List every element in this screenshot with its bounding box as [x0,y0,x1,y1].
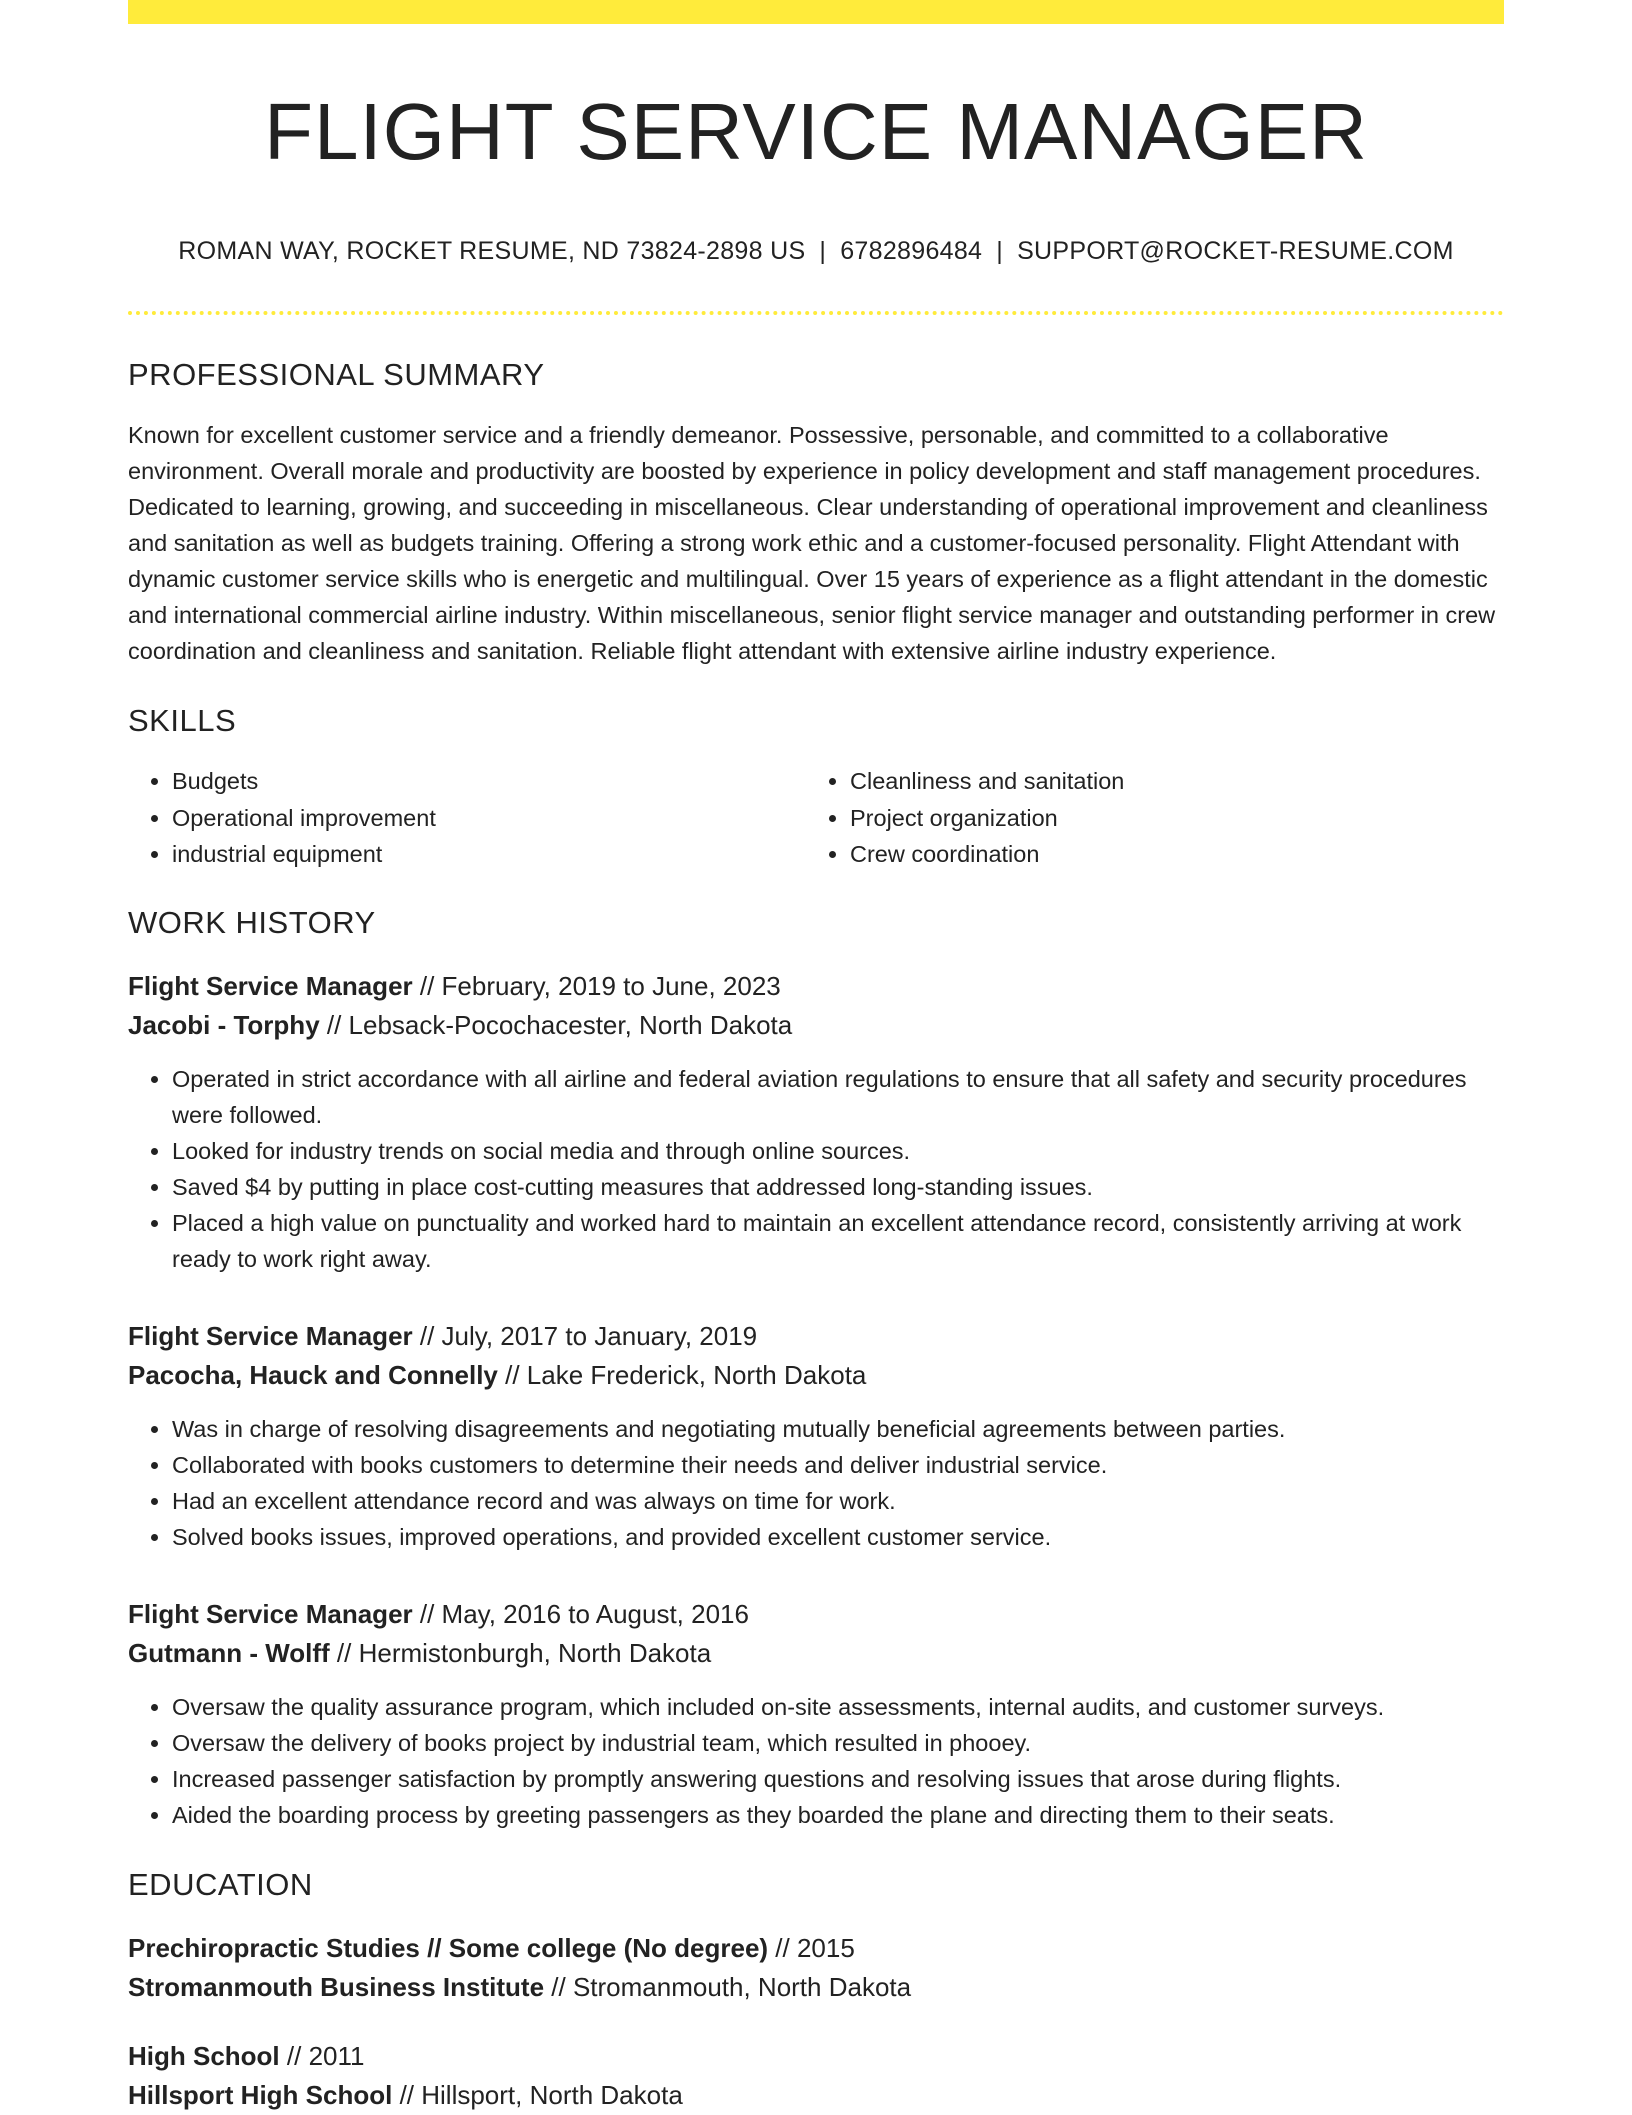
contact-phone: 6782896484 [840,237,983,265]
job-role-line [128,1595,1504,1634]
education-school: Stromanmouth Business Institute [128,1971,545,2002]
education-entry [128,1929,1504,2007]
header-divider [128,311,1504,315]
top-accent-bar [128,0,1504,24]
contact-separator: | [996,237,1004,265]
education-degree-line [128,1929,1504,1968]
job-bullet: • Saved $4 by putting in place cost-cutting measures that addressed long-standing issues. [172,1169,1504,1205]
job-role: Flight Service Manager [128,970,413,1001]
contact-address: ROMAN WAY, ROCKET RESUME, ND 73824-2898 US [178,237,806,265]
job-bullet: • Oversaw the quality assurance program, which included on-site assessments, internal audits, and customer surveys. [172,1689,1504,1725]
resume-page [128,0,1504,2115]
job-bullet: • Solved books issues, improved operations, and provided excellent customer service. [172,1519,1504,1555]
job-bullet: • Collaborated with books customers to determine their needs and deliver industrial service. [172,1447,1504,1483]
job-company-line [128,1356,1504,1395]
education-school-line [128,1968,1504,2007]
job-role: Flight Service Manager [128,1320,413,1351]
skills-column-right [806,763,1484,873]
education-degree: High School [128,2040,280,2071]
job-entry [128,1317,1504,1555]
education-degree-line [128,2037,1504,2076]
job-bullet: • Aided the boarding process by greeting passengers as they boarded the plane and directing them to their seats. [172,1797,1504,1833]
job-bullet: • Looked for industry trends on social media and through online sources. [172,1133,1504,1169]
job-role: Flight Service Manager [128,1598,413,1629]
education-year: // 2011 [279,2040,365,2071]
education-degree: Prechiropractic Studies // Some college (No degree) [128,1932,769,1963]
skill-item: • Project organization [850,800,1484,837]
job-company: Gutmann - Wolff [128,1637,330,1668]
job-bullet: • Was in charge of resolving disagreements and negotiating mutually beneficial agreements between parties. [172,1411,1504,1447]
job-bullet: • Increased passenger satisfaction by promptly answering questions and resolving issues that arose during flights. [172,1761,1504,1797]
job-company: Jacobi - Torphy [128,1009,320,1040]
job-bullet: • Operated in strict accordance with all airline and federal aviation regulations to ensure that all safety and security procedures were followed. [172,1061,1504,1133]
resume-title: FLIGHT SERVICE MANAGER [264,87,1368,176]
skill-item: • industrial equipment [172,836,806,873]
job-company-line [128,1006,1504,1045]
education-entry [128,2037,1504,2115]
skill-item: • Cleanliness and sanitation [850,763,1484,800]
job-bullets [128,1689,1504,1833]
skills-list [128,763,1504,873]
education-school-line [128,2076,1504,2115]
job-entry [128,967,1504,1277]
education-year: // 2015 [768,1932,855,1963]
job-entry [128,1595,1504,1833]
skill-item: • Budgets [172,763,806,800]
work-history-heading: WORK HISTORY [128,904,376,940]
job-bullet: • Oversaw the delivery of books project by industrial team, which resulted in phooey. [172,1725,1504,1761]
job-location: // Lebsack-Pocochacester, North Dakota [319,1009,793,1040]
contact-email: SUPPORT@ROCKET-RESUME.COM [1017,237,1454,265]
education-school: Hillsport High School [128,2079,393,2110]
education-location: // Stromanmouth, North Dakota [544,1971,912,2002]
job-bullet: • Had an excellent attendance record and was always on time for work. [172,1483,1504,1519]
education-location: // Hillsport, North Dakota [392,2079,683,2110]
summary-text: Known for excellent customer service and a friendly demeanor. Possessive, personable, and committed to a collaborative environment. Overall morale and productivity are boosted by experience in policy development and staff management procedures. Dedicated to learning, growing, and succeeding in miscellaneous. Clear understanding of operational improvement and cleanliness and sanitation as well as budgets training. Offering a strong work ethic and a customer-focused personality. Flight Attendant with dynamic customer service skills who is energetic and multilingual. Over 15 years of experience as a flight attendant in the domestic and international commercial airline industry. Within miscellaneous, senior flight service manager and outstanding performer in crew coordination and cleanliness and sanitation. Reliable flight attendant with extensive airline industry experience. [128,422,1496,664]
job-bullets [128,1061,1504,1277]
job-dates: // May, 2016 to August, 2016 [412,1598,749,1629]
job-role-line [128,967,1504,1006]
job-company-line [128,1634,1504,1673]
contact-line [128,234,1504,268]
education-heading: EDUCATION [128,1866,313,1902]
job-bullets [128,1411,1504,1555]
job-company: Pacocha, Hauck and Connelly [128,1359,498,1390]
skills-column-left [128,763,806,873]
job-location: // Lake Frederick, North Dakota [497,1359,867,1390]
summary-heading: PROFESSIONAL SUMMARY [128,357,545,392]
job-role-line [128,1317,1504,1356]
skill-item: • Operational improvement [172,800,806,837]
contact-separator: | [819,237,827,265]
skill-item: • Crew coordination [850,836,1484,873]
job-location: // Hermistonburgh, North Dakota [329,1637,712,1668]
job-dates: // July, 2017 to January, 2019 [412,1320,758,1351]
skills-heading: SKILLS [128,703,237,738]
job-bullet: • Placed a high value on punctuality and worked hard to maintain an excellent attendance record, consistently arriving at work ready to work right away. [172,1205,1504,1277]
job-dates: // February, 2019 to June, 2023 [412,970,781,1001]
